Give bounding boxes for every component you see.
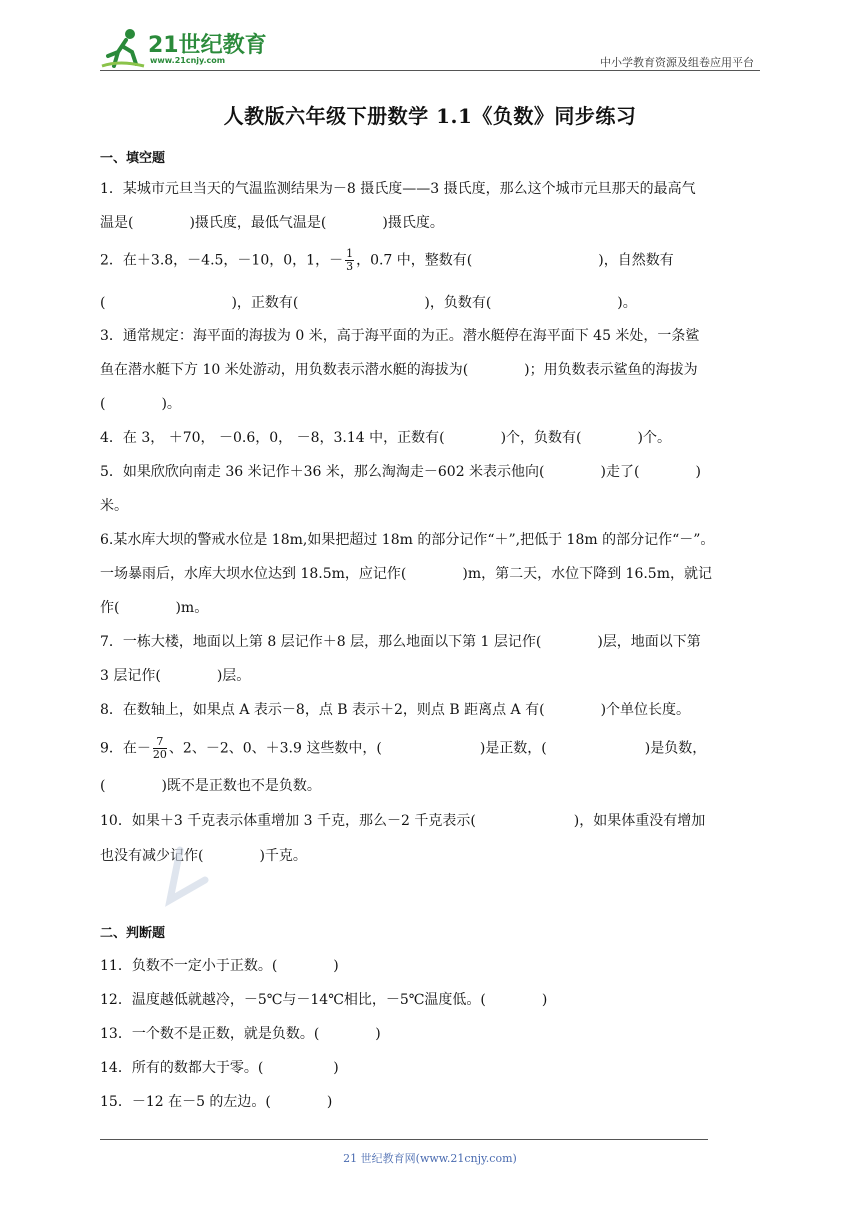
question-line: ( )，正数有( )，负数有( )。: [100, 295, 637, 311]
question-line: 11．负数不一定小于正数。( ): [100, 958, 339, 974]
question-line: 3．通常规定：海平面的海拔为 0 米，高于海平面的为正。潜水艇停在海平面下 45 米处，一条鲨: [100, 328, 700, 344]
question-line: 也没有减少记作( )千克。: [100, 848, 307, 864]
question-line: 一场暴雨后，水库大坝水位达到 18.5m，应记作( )m，第二天，水位下降到 16.5m，就记: [100, 566, 712, 582]
question-line: 4．在 3， ＋70， －0.6，0， －8，3.14 中，正数有( )个，负数有( )个。: [100, 430, 671, 446]
footer-text: 21 世纪教育网(www.21cnjy.com): [343, 1152, 517, 1165]
question-line: 10．如果＋3 千克表示体重增加 3 千克，那么－2 千克表示( )，如果体重没有增加: [100, 813, 706, 829]
question-line: 作( )m。: [100, 600, 209, 616]
logo-text: 21世纪教育: [148, 33, 267, 58]
runner-logo-icon: [100, 26, 146, 70]
question-line: 3 层记作( )层。: [100, 668, 251, 684]
page-title: 人教版六年级下册数学 1.1《负数》同步练习: [223, 104, 637, 128]
question-line: 8．在数轴上，如果点 A 表示－8，点 B 表示＋2，则点 B 距离点 A 有( )个单位长度。: [100, 702, 691, 718]
logo: [100, 26, 300, 70]
question-line: ( )既不是正数也不是负数。: [100, 778, 321, 794]
question-text: 9．在－: [100, 740, 151, 757]
question-line: 1．某城市元旦当天的气温监测结果为－8 摄氏度——3 摄氏度，那么这个城市元旦那天的最高气: [100, 181, 696, 197]
fraction-denominator: 20: [152, 748, 167, 761]
fraction-denominator: 3: [346, 260, 354, 273]
logo-url: www.21cnjy.com: [150, 56, 226, 65]
fraction-numerator: 7: [153, 736, 167, 749]
question-line: ( )。: [100, 396, 181, 412]
question-text: 、2、－2、0、＋3.9 这些数中，( )是正数，( )是负数，: [168, 740, 707, 757]
question-line: [100, 736, 706, 761]
question-line: 7．一栋大楼，地面以上第 8 层记作＋8 层，那么地面以下第 1 层记作( )层，地面以下第: [100, 634, 701, 650]
fraction: [345, 248, 354, 273]
question-line: 6.某水库大坝的警戒水位是 18m,如果把超过 18m 的部分记作“＋”,把低于 18m 的部分记作“－”。: [100, 532, 715, 548]
question-line: 鱼在潜水艇下方 10 米处游动，用负数表示潜水艇的海拔为( )；用负数表示鲨鱼的海拔为: [100, 362, 698, 378]
question-line: [100, 248, 674, 273]
question-line: 米。: [100, 498, 128, 514]
page-header: [100, 22, 760, 72]
question-text: 2．在＋3.8，－4.5，－10，0，1，－: [100, 252, 344, 269]
header-divider: [100, 70, 760, 71]
question-line: 5．如果欣欣向南走 36 米记作＋36 米，那么淘淘走－602 米表示他向( )走了( ): [100, 464, 701, 480]
section-heading-fill: 一、填空题: [100, 151, 166, 166]
question-line: 13．一个数不是正数，就是负数。( ): [100, 1026, 381, 1042]
fraction-numerator: 1: [346, 247, 354, 260]
question-line: 15．－12 在－5 的左边。( ): [100, 1094, 333, 1110]
watermark-icon: [160, 840, 230, 920]
platform-name: 中小学教育资源及组卷应用平台: [600, 56, 754, 69]
section-heading-judge: 二、判断题: [100, 926, 166, 941]
footer-divider: [100, 1139, 708, 1140]
question-line: 温是( )摄氏度，最低气温是( )摄氏度。: [100, 215, 444, 231]
fraction: [153, 736, 167, 761]
question-line: 12．温度越低就越冷，－5℃与－14℃相比，－5℃温度低。( ): [100, 992, 548, 1008]
question-text: ，0.7 中，整数有( )，自然数有: [356, 252, 674, 269]
question-line: 14．所有的数都大于零。( ): [100, 1060, 339, 1076]
